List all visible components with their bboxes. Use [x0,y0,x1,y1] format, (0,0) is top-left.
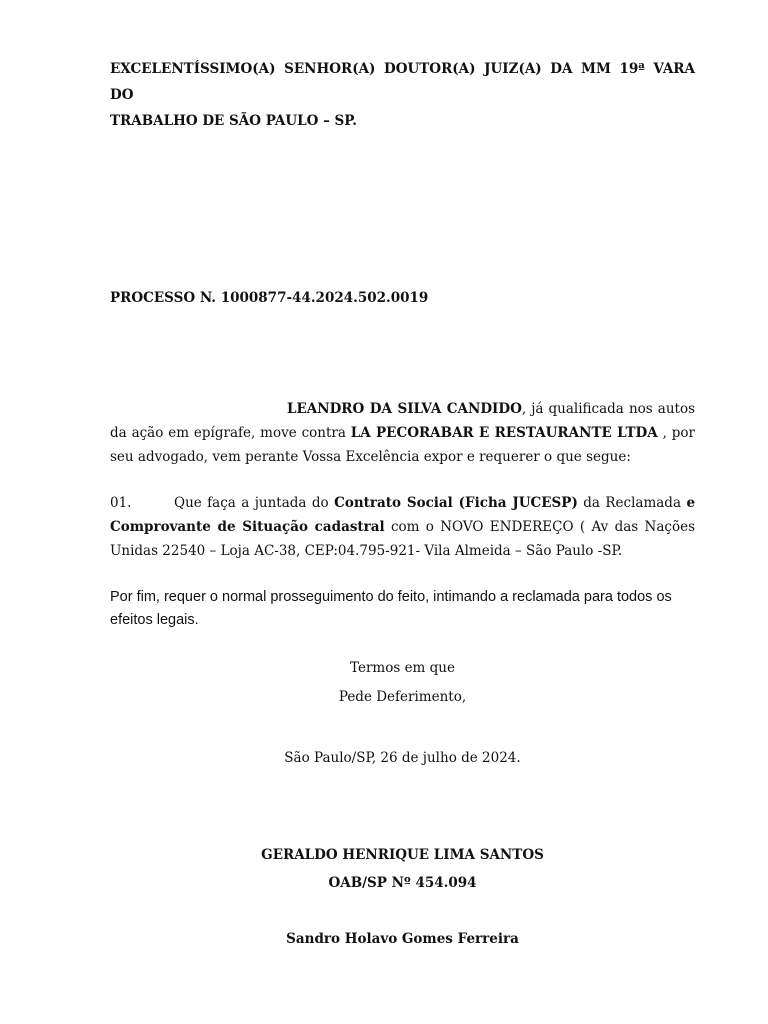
item-text-2: da Reclamada [577,495,687,511]
item-text-3: com o NOVO ENDEREÇO ( Av das Nações Unidas 22540 – Loja AC-38, CEP:04.795-921- Vila Almeida – São Paulo -SP. [110,519,696,559]
addressee-line-2: TRABALHO DE SÃO PAULO – SP. [110,113,357,129]
signatory-name-2: Sandro Holavo Gomes Ferreira [286,931,519,947]
closing-paragraph: Por fim, requer o normal prosseguimento do feito, intimando a reclamada para todos os efeitos legais. [110,589,672,628]
item-number: 01. [110,495,132,511]
pede-deferimento: Pede Deferimento, [338,689,467,705]
item-bold-1: Contrato Social (Ficha JUCESP) [334,495,578,511]
defendant-name: LA PECORABAR E RESTAURANTE LTDA [350,425,658,441]
date-line: São Paulo/SP, 26 de julho de 2024. [284,750,521,766]
signatory-oab: OAB/SP Nº 454.094 [328,875,477,891]
intro-paragraph [110,397,695,469]
addressee-heading [110,56,695,134]
claimant-name: LEANDRO DA SILVA CANDIDO [287,401,522,417]
process-number: PROCESSO N. 1000877-44.2024.502.0019 [110,290,429,306]
request-item-01 [110,491,695,563]
intro-text-1: , já qualificada nos autos da ação em epígrafe, move contra [110,401,695,441]
item-bold-2: e Comprovante de Situação cadastral [110,495,696,535]
termos-em-que: Termos em que [350,660,455,676]
signatory-name-1: GERALDO HENRIQUE LIMA SANTOS [261,847,544,863]
addressee-line-1: EXCELENTÍSSIMO(A) SENHOR(A) DOUTOR(A) JUIZ(A) DA MM 19ª VARA DO [110,61,695,103]
item-text-1: Que faça a juntada do [174,495,335,511]
intro-text-2: , por seu advogado, vem perante Vossa Excelência expor e requerer o que segue: [110,425,695,465]
